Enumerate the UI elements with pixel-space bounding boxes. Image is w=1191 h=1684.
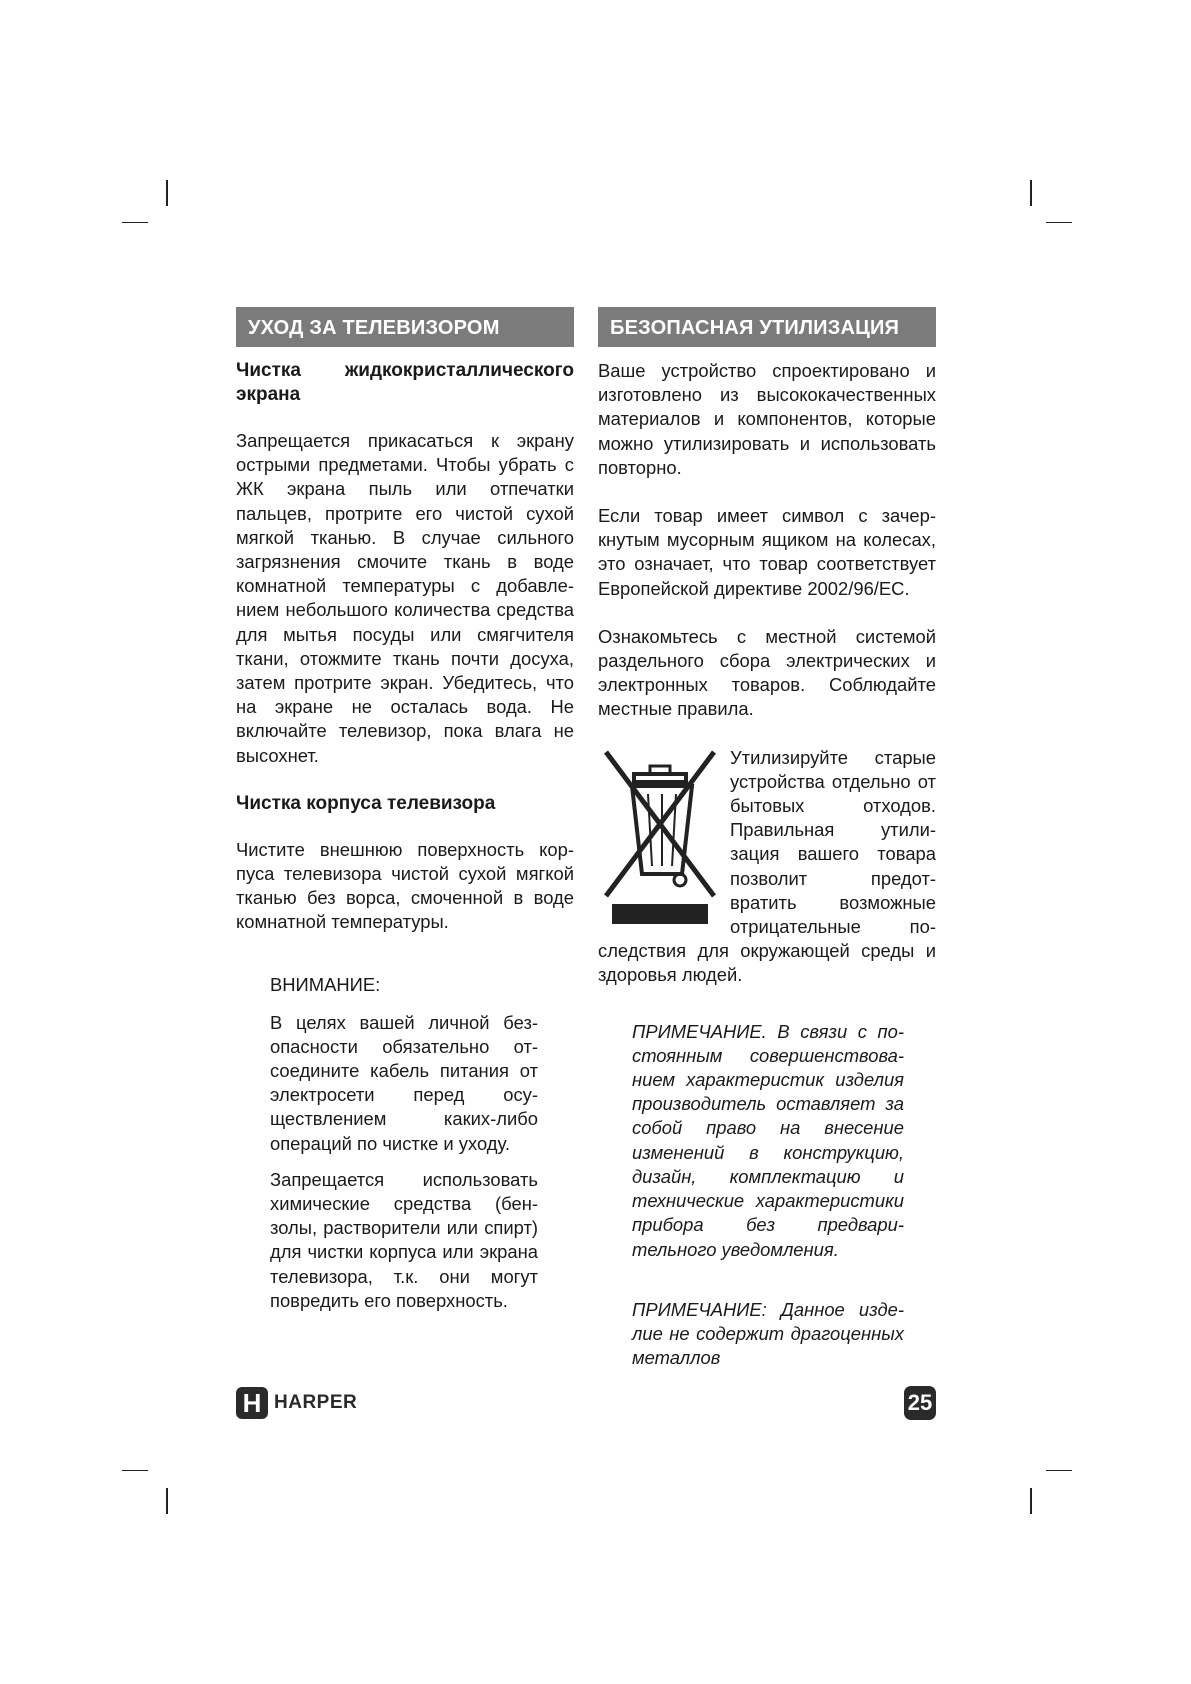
disposal-block [598, 746, 936, 988]
paragraph-materials: Ваше устройство спроектировано и изготовлено из высококачественных материалов и компонентов, которые можно утилизировать и использовать повторно. [598, 360, 936, 478]
note-block [632, 1020, 904, 1371]
crop-mark [166, 1488, 168, 1514]
left-column [236, 307, 574, 1325]
paragraph-lcd-cleaning: Запрещается прикасаться к экрану острыми предметами. Чтобы убрать с ЖК экрана пыль или отпечатки пальцев, протрите его чистой сухой мягкой тканью. В случае сильного загрязнения смочите ткань в воде комнатной температуры с добавлением небольшого количества средства для мытья посуды или смягчителя ткани, отожмите ткань почти досуха, затем протрите экран. Убедитесь, что на экране не осталась вода. Не включайте телевизор, пока влага не высохнет. [236, 430, 574, 766]
note-changes: ПРИМЕЧАНИЕ. В связи с постоянным совершенствованием характеристик изделия производитель оставляет за собой право на внесение изменений в конструкцию, дизайн, комплектацию и технические характеристики прибора без предварительного уведомления. [632, 1020, 904, 1260]
warning-paragraph-chemicals: Запрещается использовать химические средства (бензолы, растворители или спирт) для чистки корпуса или экрана телевизора, т.к. они могут повредить его поверхность. [270, 1168, 538, 1311]
harper-logo [236, 1386, 357, 1420]
crop-mark [122, 222, 148, 223]
note-precious-metals: ПРИМЕЧАНИЕ: Данное изделие не содержит драгоценных металлов [632, 1298, 904, 1369]
warning-paragraph-power: В целях вашей личной безопасности обязательно отсоедините кабель питания от электросети перед осуществлением каких-либо операций по чистке и уходу. [270, 1011, 538, 1154]
crop-mark [1030, 1488, 1032, 1514]
section-header-disposal: БЕЗОПАСНАЯ УТИЛИЗАЦИЯ [598, 307, 936, 347]
harper-logo-text: HARPER [274, 1392, 358, 1413]
page-number: 25 [904, 1386, 936, 1420]
crop-mark [122, 1470, 148, 1471]
warning-block [270, 973, 538, 1313]
paragraph-disposal: Утилизируйте старые устройства отдельно от бытовых отходов. Правильная утилизация вашего товара позволит предотвратить возможные отрицательные последствия для окружающей среды и здоровья людей. [598, 746, 936, 986]
subheading-lcd-cleaning: Чистка жидкокристаллического экрана [236, 360, 574, 405]
crop-mark [1030, 180, 1032, 206]
paragraph-local-rules: Ознакомьтесь с местной системой раздельного сбора электрических и электронных товаров. Соблюдайте местные правила. [598, 625, 936, 720]
harper-logo-mark: H [236, 1387, 268, 1419]
paragraph-directive: Если товар имеет символ с зачеркнутым мусорным ящиком на колесах, это означает, что товар соответствует Европейской директиве 2002/96/EC. [598, 505, 936, 599]
warning-title: ВНИМАНИЕ: [270, 973, 381, 995]
paragraph-case-cleaning: Чистите внешнюю поверхность корпуса телевизора чистой сухой мягкой тканью без ворса, смоченной в воде комнатной температуры. [236, 838, 574, 933]
right-column [598, 307, 936, 1370]
crop-mark [1046, 222, 1072, 223]
crop-mark [1046, 1470, 1072, 1471]
section-header-care: УХОД ЗА ТЕЛЕВИЗОРОМ [236, 307, 574, 347]
crop-mark [166, 180, 168, 206]
subheading-case-cleaning: Чистка корпуса телевизора [236, 792, 496, 814]
crossed-out-wheeled-bin-icon [598, 746, 722, 926]
